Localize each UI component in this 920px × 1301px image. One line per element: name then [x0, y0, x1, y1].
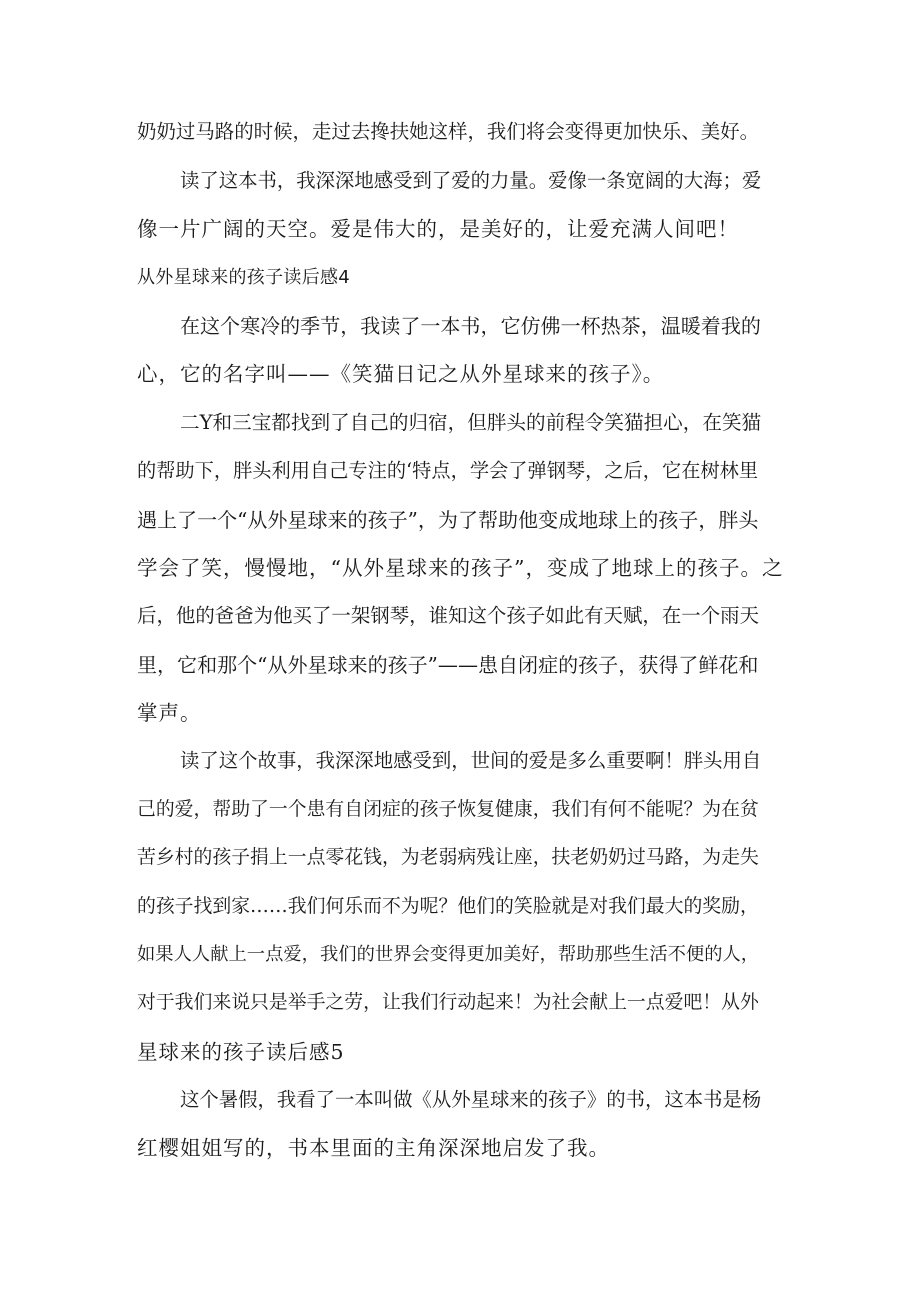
text-line-19: 对于我们来说只是举手之劳，让我们行动起来！为社会献上一点爱吧！从外	[137, 992, 759, 1013]
text-line-15: 己的爱，帮助了一个患有自闭症的孩子恢复健康，我们有何不能呢？为在贫	[137, 799, 759, 820]
text-line-6: 心，它的名字叫——《笑猫日记之从外星球来的孩子》。	[137, 362, 665, 386]
text-line-16: 苦乡村的孩子捐上一点零花钱，为老弱病残让座，扶老奶奶过马路，为走失	[137, 847, 759, 868]
text-line-5: 在这个寒冷的季节，我读了一本书，它仿佛一杯热茶，温暖着我的	[180, 314, 761, 338]
text-line-7: 二Y和三宝都找到了自己的归宿，但胖头的前程令笑猫担心，在笑猫	[180, 411, 762, 434]
text-line-9: 遇上了一个“从外星球来的孩子”，为了帮助他变成地球上的孩子，胖头	[137, 508, 759, 532]
text-line-2: 读了这本书，我深深地感受到了爱的力量。爱像一条宽阔的大海；爱	[180, 169, 762, 192]
text-line-22: 红樱姐姐写的，书本里面的主角深深地启发了我。	[137, 1136, 610, 1160]
text-line-20: 星球来的孩子读后感5	[137, 1040, 345, 1064]
section-heading-4: 从外星球来的孩子读后感4	[137, 267, 351, 288]
text-line-3: 像一片广阔的天空。爱是伟大的，是美好的，让爱充满人间吧！	[137, 217, 739, 241]
text-line-11: 后，他的爸爸为他买了一架钢琴，谁知这个孩子如此有天赋，在一个雨天	[137, 604, 760, 627]
text-line-13: 掌声。	[137, 701, 202, 725]
text-line-1: 奶奶过马路的时候，走过去搀扶她这样，我们将会变得更加快乐、美好。	[137, 120, 760, 143]
text-line-10: 学会了笑，慢慢地，“从外星球来的孩子”，变成了地球上的孩子。之	[137, 556, 784, 580]
text-line-12: 里，它和那个“从外星球来的孩子”——患自闭症的孩子，获得了鲜花和	[137, 653, 759, 677]
text-line-18: 如果人人献上一点爱，我们的世界会变得更加美好，帮助那些生活不便的人，	[137, 944, 760, 965]
text-line-17: 的孩子找到家……我们何乐而不为呢？他们的笑脸就是对我们最大的奖励，	[137, 896, 759, 917]
text-line-21: 这个暑假，我看了一本叫做《从外星球来的孩子》的书，这本书是杨	[180, 1088, 762, 1111]
text-line-8: 的帮助下，胖头利用自己专注的‘特点，学会了弹钢琴，之后，它在树林里	[137, 459, 759, 482]
text-line-14: 读了这个故事，我深深地感受到，世间的爱是多么重要啊！胖头用自	[180, 749, 762, 772]
